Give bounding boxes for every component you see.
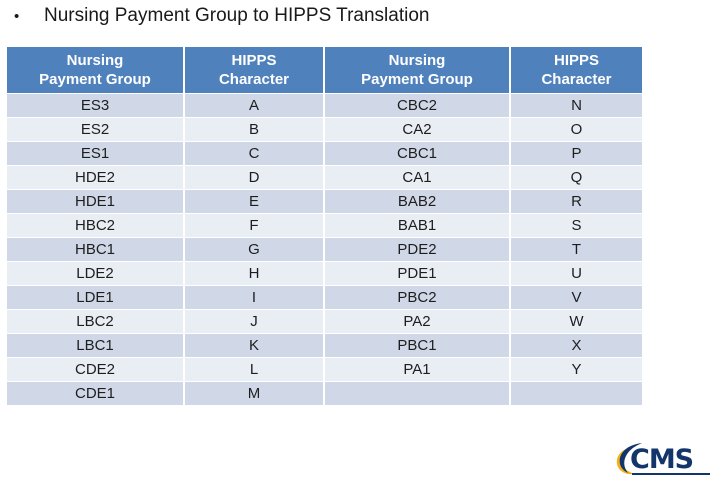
hipps-character-cell xyxy=(510,382,642,406)
hipps-character-cell: A xyxy=(184,94,324,118)
table-row xyxy=(7,166,642,190)
hipps-character-cell: Y xyxy=(510,358,642,382)
hipps-character-cell: H xyxy=(184,262,324,286)
nursing-payment-group-cell: LDE1 xyxy=(7,286,184,310)
hipps-character-cell: F xyxy=(184,214,324,238)
nursing-payment-group-cell: PDE2 xyxy=(324,238,510,262)
hipps-character-cell: U xyxy=(510,262,642,286)
hipps-character-cell: S xyxy=(510,214,642,238)
hipps-character-cell: K xyxy=(184,334,324,358)
hipps-character-cell: M xyxy=(184,382,324,406)
nursing-payment-group-cell: LBC2 xyxy=(7,310,184,334)
nursing-payment-group-cell: CBC2 xyxy=(324,94,510,118)
nursing-payment-group-cell: PA2 xyxy=(324,310,510,334)
hipps-character-cell: Q xyxy=(510,166,642,190)
nursing-payment-group-cell: BAB1 xyxy=(324,214,510,238)
header-hipps-character-2: HIPPS Character xyxy=(510,47,642,94)
hipps-character-cell: R xyxy=(510,190,642,214)
hipps-character-cell: O xyxy=(510,118,642,142)
translation-table xyxy=(7,47,642,405)
nursing-payment-group-cell: CBC1 xyxy=(324,142,510,166)
nursing-payment-group-cell xyxy=(324,382,510,406)
hipps-character-cell: B xyxy=(184,118,324,142)
table-row xyxy=(7,358,642,382)
hipps-character-cell: L xyxy=(184,358,324,382)
nursing-payment-group-cell: PBC2 xyxy=(324,286,510,310)
hipps-character-cell: P xyxy=(510,142,642,166)
slide-title: Nursing Payment Group to HIPPS Translation xyxy=(44,5,430,26)
header-nursing-payment-group-2: Nursing Payment Group xyxy=(324,47,510,94)
table-row xyxy=(7,334,642,358)
table-row xyxy=(7,142,642,166)
table-header-row xyxy=(7,47,642,94)
hipps-character-cell: G xyxy=(184,238,324,262)
bullet-icon: • xyxy=(14,7,20,25)
hipps-character-cell: C xyxy=(184,142,324,166)
hipps-character-cell: T xyxy=(510,238,642,262)
hipps-character-cell: V xyxy=(510,286,642,310)
nursing-payment-group-cell: HDE1 xyxy=(7,190,184,214)
hipps-character-cell: N xyxy=(510,94,642,118)
header-hipps-character-1: HIPPS Character xyxy=(184,47,324,94)
nursing-payment-group-cell: HBC2 xyxy=(7,214,184,238)
table-row xyxy=(7,238,642,262)
table-body xyxy=(7,94,642,406)
hipps-character-cell: J xyxy=(184,310,324,334)
nursing-payment-group-cell: CDE2 xyxy=(7,358,184,382)
hipps-character-cell: E xyxy=(184,190,324,214)
hipps-character-cell: D xyxy=(184,166,324,190)
nursing-payment-group-cell: LBC1 xyxy=(7,334,184,358)
nursing-payment-group-cell: ES1 xyxy=(7,142,184,166)
table-row xyxy=(7,118,642,142)
nursing-payment-group-cell: BAB2 xyxy=(324,190,510,214)
nursing-payment-group-cell: CA2 xyxy=(324,118,510,142)
nursing-payment-group-cell: ES2 xyxy=(7,118,184,142)
table-row xyxy=(7,382,642,406)
header-nursing-payment-group-1: Nursing Payment Group xyxy=(7,47,184,94)
slide-title-row xyxy=(14,4,429,28)
hipps-character-cell: W xyxy=(510,310,642,334)
nursing-payment-group-cell: PA1 xyxy=(324,358,510,382)
hipps-character-cell: X xyxy=(510,334,642,358)
nursing-payment-group-cell: LDE2 xyxy=(7,262,184,286)
table-row xyxy=(7,310,642,334)
nursing-payment-group-cell: HDE2 xyxy=(7,166,184,190)
nursing-payment-group-cell: PDE1 xyxy=(324,262,510,286)
table-row xyxy=(7,262,642,286)
nursing-payment-group-cell: PBC1 xyxy=(324,334,510,358)
table-row xyxy=(7,214,642,238)
table-row xyxy=(7,286,642,310)
cms-logo xyxy=(612,440,714,478)
cms-logo-text: CMS xyxy=(630,444,694,475)
hipps-character-cell: I xyxy=(184,286,324,310)
nursing-payment-group-cell: CDE1 xyxy=(7,382,184,406)
nursing-payment-group-cell: ES3 xyxy=(7,94,184,118)
nursing-payment-group-cell: CA1 xyxy=(324,166,510,190)
table-row xyxy=(7,190,642,214)
table-row xyxy=(7,94,642,118)
nursing-payment-group-cell: HBC1 xyxy=(7,238,184,262)
